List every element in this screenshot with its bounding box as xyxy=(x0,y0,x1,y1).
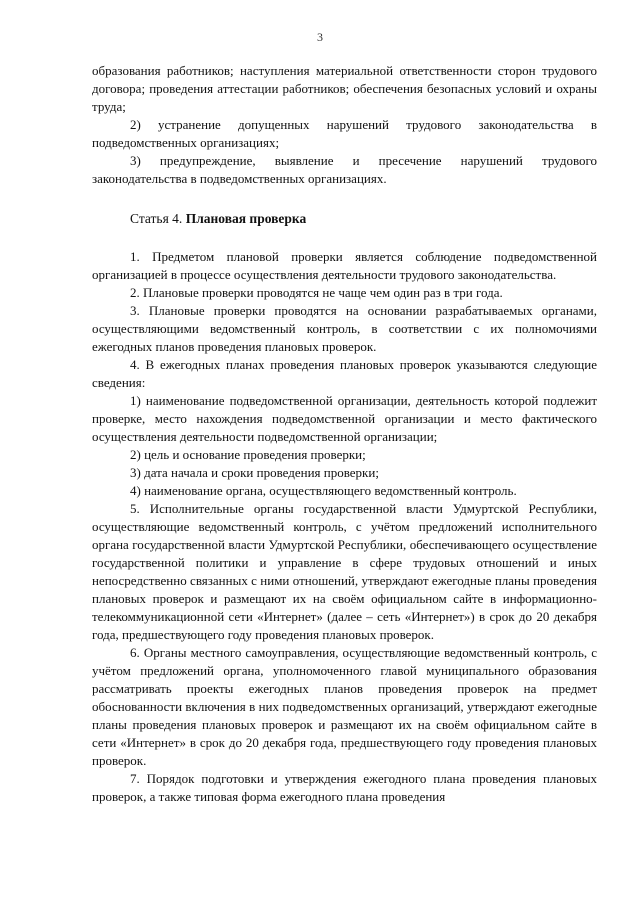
article-heading xyxy=(130,210,597,228)
list-item: 3) дата начала и сроки проведения проверки; xyxy=(130,465,379,480)
paragraph: 4. В ежегодных планах проведения плановых проверок указываются следующие сведения: xyxy=(92,357,597,390)
article-title: Плановая проверка xyxy=(185,211,307,226)
paragraph: 2. Плановые проверки проводятся не чаще чем один раз в три года. xyxy=(130,285,503,300)
paragraph: 1. Предметом плановой проверки является соблюдение подведомственной организацией в процессе осуществления деятельности трудового законодательства. xyxy=(92,249,597,282)
list-item: 1) наименование подведомственной организации, деятельность которой подлежит проверке, место нахождения подведомственной организации и место фактического осуществления деятельности подведомственной организации; xyxy=(92,393,597,444)
paragraph: 7. Порядок подготовки и утверждения ежегодного плана проведения плановых проверок, а также типовая форма ежегодного плана проведения xyxy=(92,771,597,804)
document-body xyxy=(92,62,597,806)
list-item: 3) предупреждение, выявление и пресечение нарушений трудового законодательства в подведомственных организациях. xyxy=(92,153,597,186)
paragraph: образования работников; наступления материальной ответственности сторон трудового договора; проведения аттестации работников; обеспечения безопасных условий и охраны труда; xyxy=(92,63,597,114)
article-number: Статья 4. xyxy=(130,211,186,226)
list-item: 2) цель и основание проведения проверки; xyxy=(130,447,366,462)
list-item: 2) устранение допущенных нарушений трудового законодательства в подведомственных организациях; xyxy=(92,117,597,150)
paragraph: 3. Плановые проверки проводятся на основании разрабатываемых органами, осуществляющими ведомственный контроль, в соответствии с их полномочиями ежегодных планов проведения плановых проверок. xyxy=(92,303,597,354)
paragraph: 6. Органы местного самоуправления, осуществляющие ведомственный контроль, с учётом предложений органа, уполномоченного главой муниципального образования рассматривать проекты ежегодных планов проведения проверок на предмет обоснованности включения в них подведомственных организаций, утверждают ежегодные планы проведения плановых проверок и размещают их на своём официальном сайте в сети «Интернет» в срок до 20 декабря года, предшествующего году проведения плановых проверок. xyxy=(92,645,597,768)
list-item: 4) наименование органа, осуществляющего ведомственный контроль. xyxy=(130,483,517,498)
paragraph: 5. Исполнительные органы государственной власти Удмуртской Республики, осуществляющие ведомственный контроль, с учётом предложений исполнительного органа государственной власти Удмуртской Республики, обеспечивающего осуществление государственной политики и управление в сфере трудовых отношений и иных непосредственно связанных с ними отношений, утверждают ежегодные планы проведения плановых проверок и размещают их на своём официальном сайте в информационно-телекоммуникационной сети «Интернет» (далее – сеть «Интернет») в срок до 20 декабря года, предшествующего году проведения плановых проверок. xyxy=(92,501,597,642)
page-number: 3 xyxy=(317,30,323,44)
